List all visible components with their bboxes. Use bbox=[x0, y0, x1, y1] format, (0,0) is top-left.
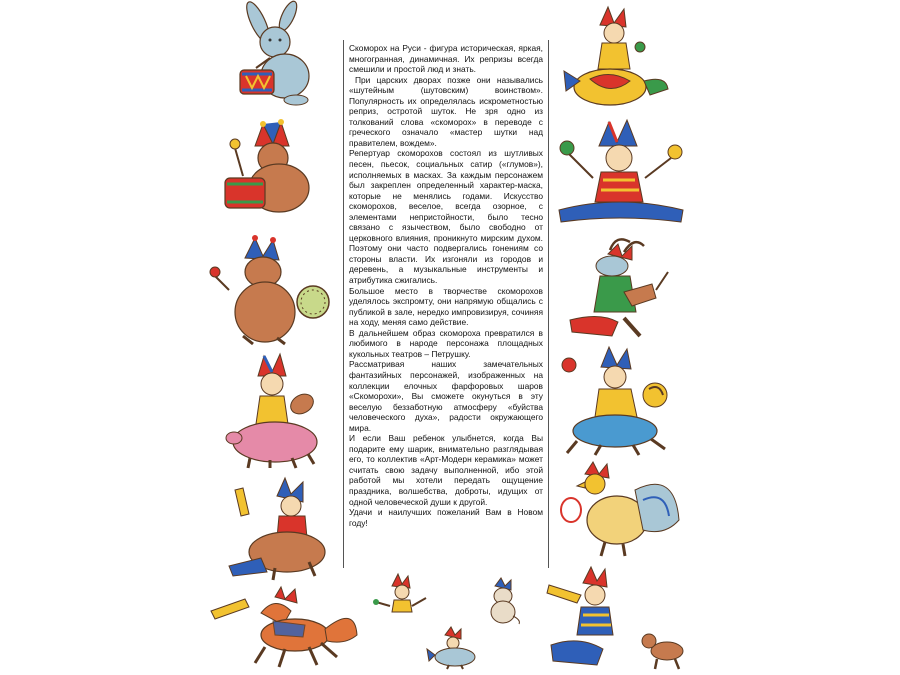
paragraph-2: При царских дворах позже они назывались «шутейным (шутовским) воинством». Популярность их определялась искрометностью реприз, остротой шуток. Не зря одно из толкований слова «скоморох» в переводе с греческого означало «мастер шутки над правителем, вождем». bbox=[349, 74, 543, 148]
fox-horn-icon bbox=[205, 585, 365, 673]
paragraph-1: Скоморох на Руси - фигура историческая, яркая, многогранная, динамичная. Их репризы всегда смешили и простой люд и знать. bbox=[349, 43, 543, 75]
article-text bbox=[343, 40, 549, 568]
rooster-icon bbox=[555, 460, 685, 560]
hare-drummer-icon bbox=[230, 0, 330, 110]
jester-on-pig-icon bbox=[220, 352, 330, 470]
jester-on-bear-icon bbox=[215, 476, 335, 581]
jester-maracas-icon bbox=[553, 118, 688, 228]
small-mouse-icon bbox=[483, 576, 523, 626]
paragraph-3: Репертуар скоморохов состоял из шутливых песен, пьесок, социальных сатир («глумов»), исполняемых в масках. За каждым персонажем был закреплен определенный характер-маска, которые не менялись годами. Искусство скоморохов, веселое, всегда озорное, с элементами непристойности, было тесно связано с язычеством, было свободно от церковного влияния, проникнуто мирским духом. Поэтому они часто подвергались гонениям со стороны власти. Их изгоняли из городов и деревень, а музыкальные инструменты и атрибутика сжигались. bbox=[349, 148, 543, 286]
jester-on-ram-icon bbox=[555, 345, 685, 455]
paragraph-7: И если Ваш ребенок улыбнется, когда Вы подарите ему шарик, внимательно разглядывая его, то коллектив «Арт-Модерн керамика» может считать свою задачу выполненной, ибо этой работой мы хотели передать ощущение праздника, волшебства, доброты, идущих от одной человеческой души к другой. bbox=[349, 433, 543, 507]
small-jester-icon bbox=[372, 572, 430, 622]
paragraph-8: Удачи и наилучших пожеланий Вам в Новом году! bbox=[349, 507, 543, 528]
paragraph-4: Большое место в творчестве скоморохов уделялось экспромту, они напрямую общались с публикой в зале, нередко импровизируя, сочиняя на ходу, меняя само действие. bbox=[349, 285, 543, 328]
jester-horn-dog-icon bbox=[543, 565, 691, 673]
bear-drummer-icon bbox=[215, 118, 325, 218]
jester-on-bird-icon bbox=[560, 5, 670, 115]
paragraph-6: Рассматривая наших замечательных фантазийных персонажей, изображенных на коллекции елочных фарфоровых шаров «Скоморохи», Вы сможете окунуться в эту веселую беззаботную атмосферу «буйства человеческого духа», радости окружающего мира. bbox=[349, 359, 543, 433]
bear-tambourine-icon bbox=[205, 232, 333, 347]
small-bird-icon bbox=[425, 625, 485, 670]
paragraph-5: В дальнейшем образ скомороха превратился в любимого в народе персонажа площадных кукольных театров – Петрушку. bbox=[349, 327, 543, 359]
goat-balalaika-icon bbox=[560, 232, 670, 342]
